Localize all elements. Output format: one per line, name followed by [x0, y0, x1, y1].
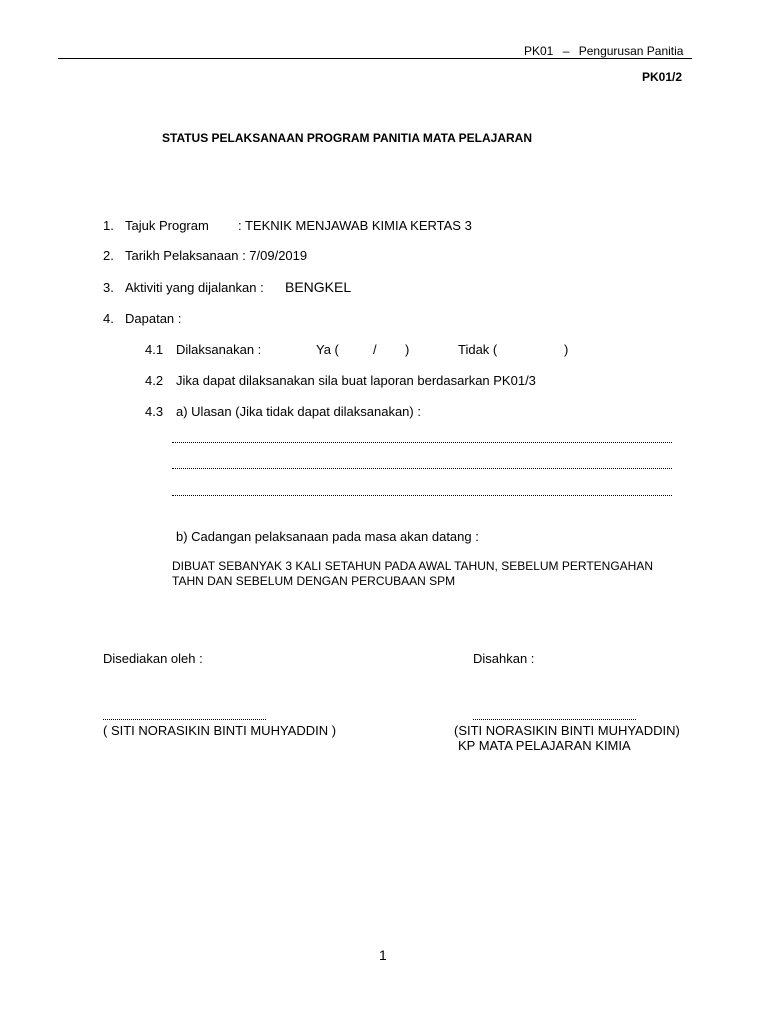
- item-4-label: Dapatan :: [125, 311, 182, 326]
- ya-label: Ya (: [316, 342, 339, 357]
- document-title: STATUS PELAKSANAAN PROGRAM PANITIA MATA PELAJARAN: [162, 131, 532, 145]
- item-1-label: Tajuk Program: [125, 218, 209, 233]
- cadangan-text-line-2: TAHN DAN SEBELUM DENGAN PERCUBAAN SPM: [172, 574, 456, 588]
- item-3-number: 3.: [103, 280, 114, 295]
- prepared-signature-line: [103, 719, 266, 720]
- item-1-value: : TEKNIK MENJAWAB KIMIA KERTAS 3: [238, 218, 472, 233]
- header-code: PK01: [524, 44, 554, 58]
- cadangan-text-line-1: DIBUAT SEBANYAK 3 KALI SETAHUN PADA AWAL TAHUN, SEBELUM PERTENGAHAN: [172, 559, 654, 573]
- item-4-number: 4.: [103, 311, 114, 326]
- item-3-label: Aktiviti yang dijalankan :: [125, 280, 264, 295]
- item-3-value: BENGKEL: [285, 279, 352, 295]
- approved-by-label: Disahkan :: [473, 651, 535, 666]
- sub-4-3-text: a) Ulasan (Jika tidak dapat dilaksanakan) :: [176, 404, 421, 419]
- header-rule: [58, 58, 692, 59]
- sub-4-1-label: Dilaksanakan :: [176, 342, 262, 357]
- sub-4-3-number: 4.3: [145, 404, 164, 419]
- ulasan-line-1: [172, 442, 672, 443]
- cadangan-label: b) Cadangan pelaksanaan pada masa akan datang :: [176, 529, 479, 544]
- ulasan-line-3: [172, 495, 672, 496]
- item-1-number: 1.: [103, 218, 114, 233]
- sub-4-2-number: 4.2: [145, 373, 164, 388]
- ulasan-line-2: [172, 468, 672, 469]
- sub-4-1-number: 4.1: [145, 342, 164, 357]
- header-dash: –: [562, 44, 570, 58]
- tidak-close: ): [564, 342, 569, 357]
- item-2-number: 2.: [103, 248, 114, 263]
- form-number: PK01/2: [642, 70, 683, 84]
- header-running-title: [524, 45, 683, 57]
- item-2-label: Tarikh Pelaksanaan : 7/09/2019: [125, 248, 308, 263]
- prepared-by-name: ( SITI NORASIKIN BINTI MUHYADDIN ): [103, 723, 337, 738]
- approved-by-name: (SITI NORASIKIN BINTI MUHYADDIN): [454, 723, 680, 738]
- approved-by-position: KP MATA PELAJARAN KIMIA: [458, 738, 631, 753]
- header-section: Pengurusan Panitia: [578, 44, 684, 58]
- ya-checkmark: /: [373, 342, 377, 357]
- sub-4-2-text: Jika dapat dilaksanakan sila buat laporan berdasarkan PK01/3: [176, 373, 536, 388]
- page-number: 1: [379, 947, 387, 963]
- approved-signature-line: [473, 719, 636, 720]
- prepared-by-label: Disediakan oleh :: [103, 651, 203, 666]
- ya-close: ): [405, 342, 410, 357]
- tidak-label: Tidak (: [458, 342, 498, 357]
